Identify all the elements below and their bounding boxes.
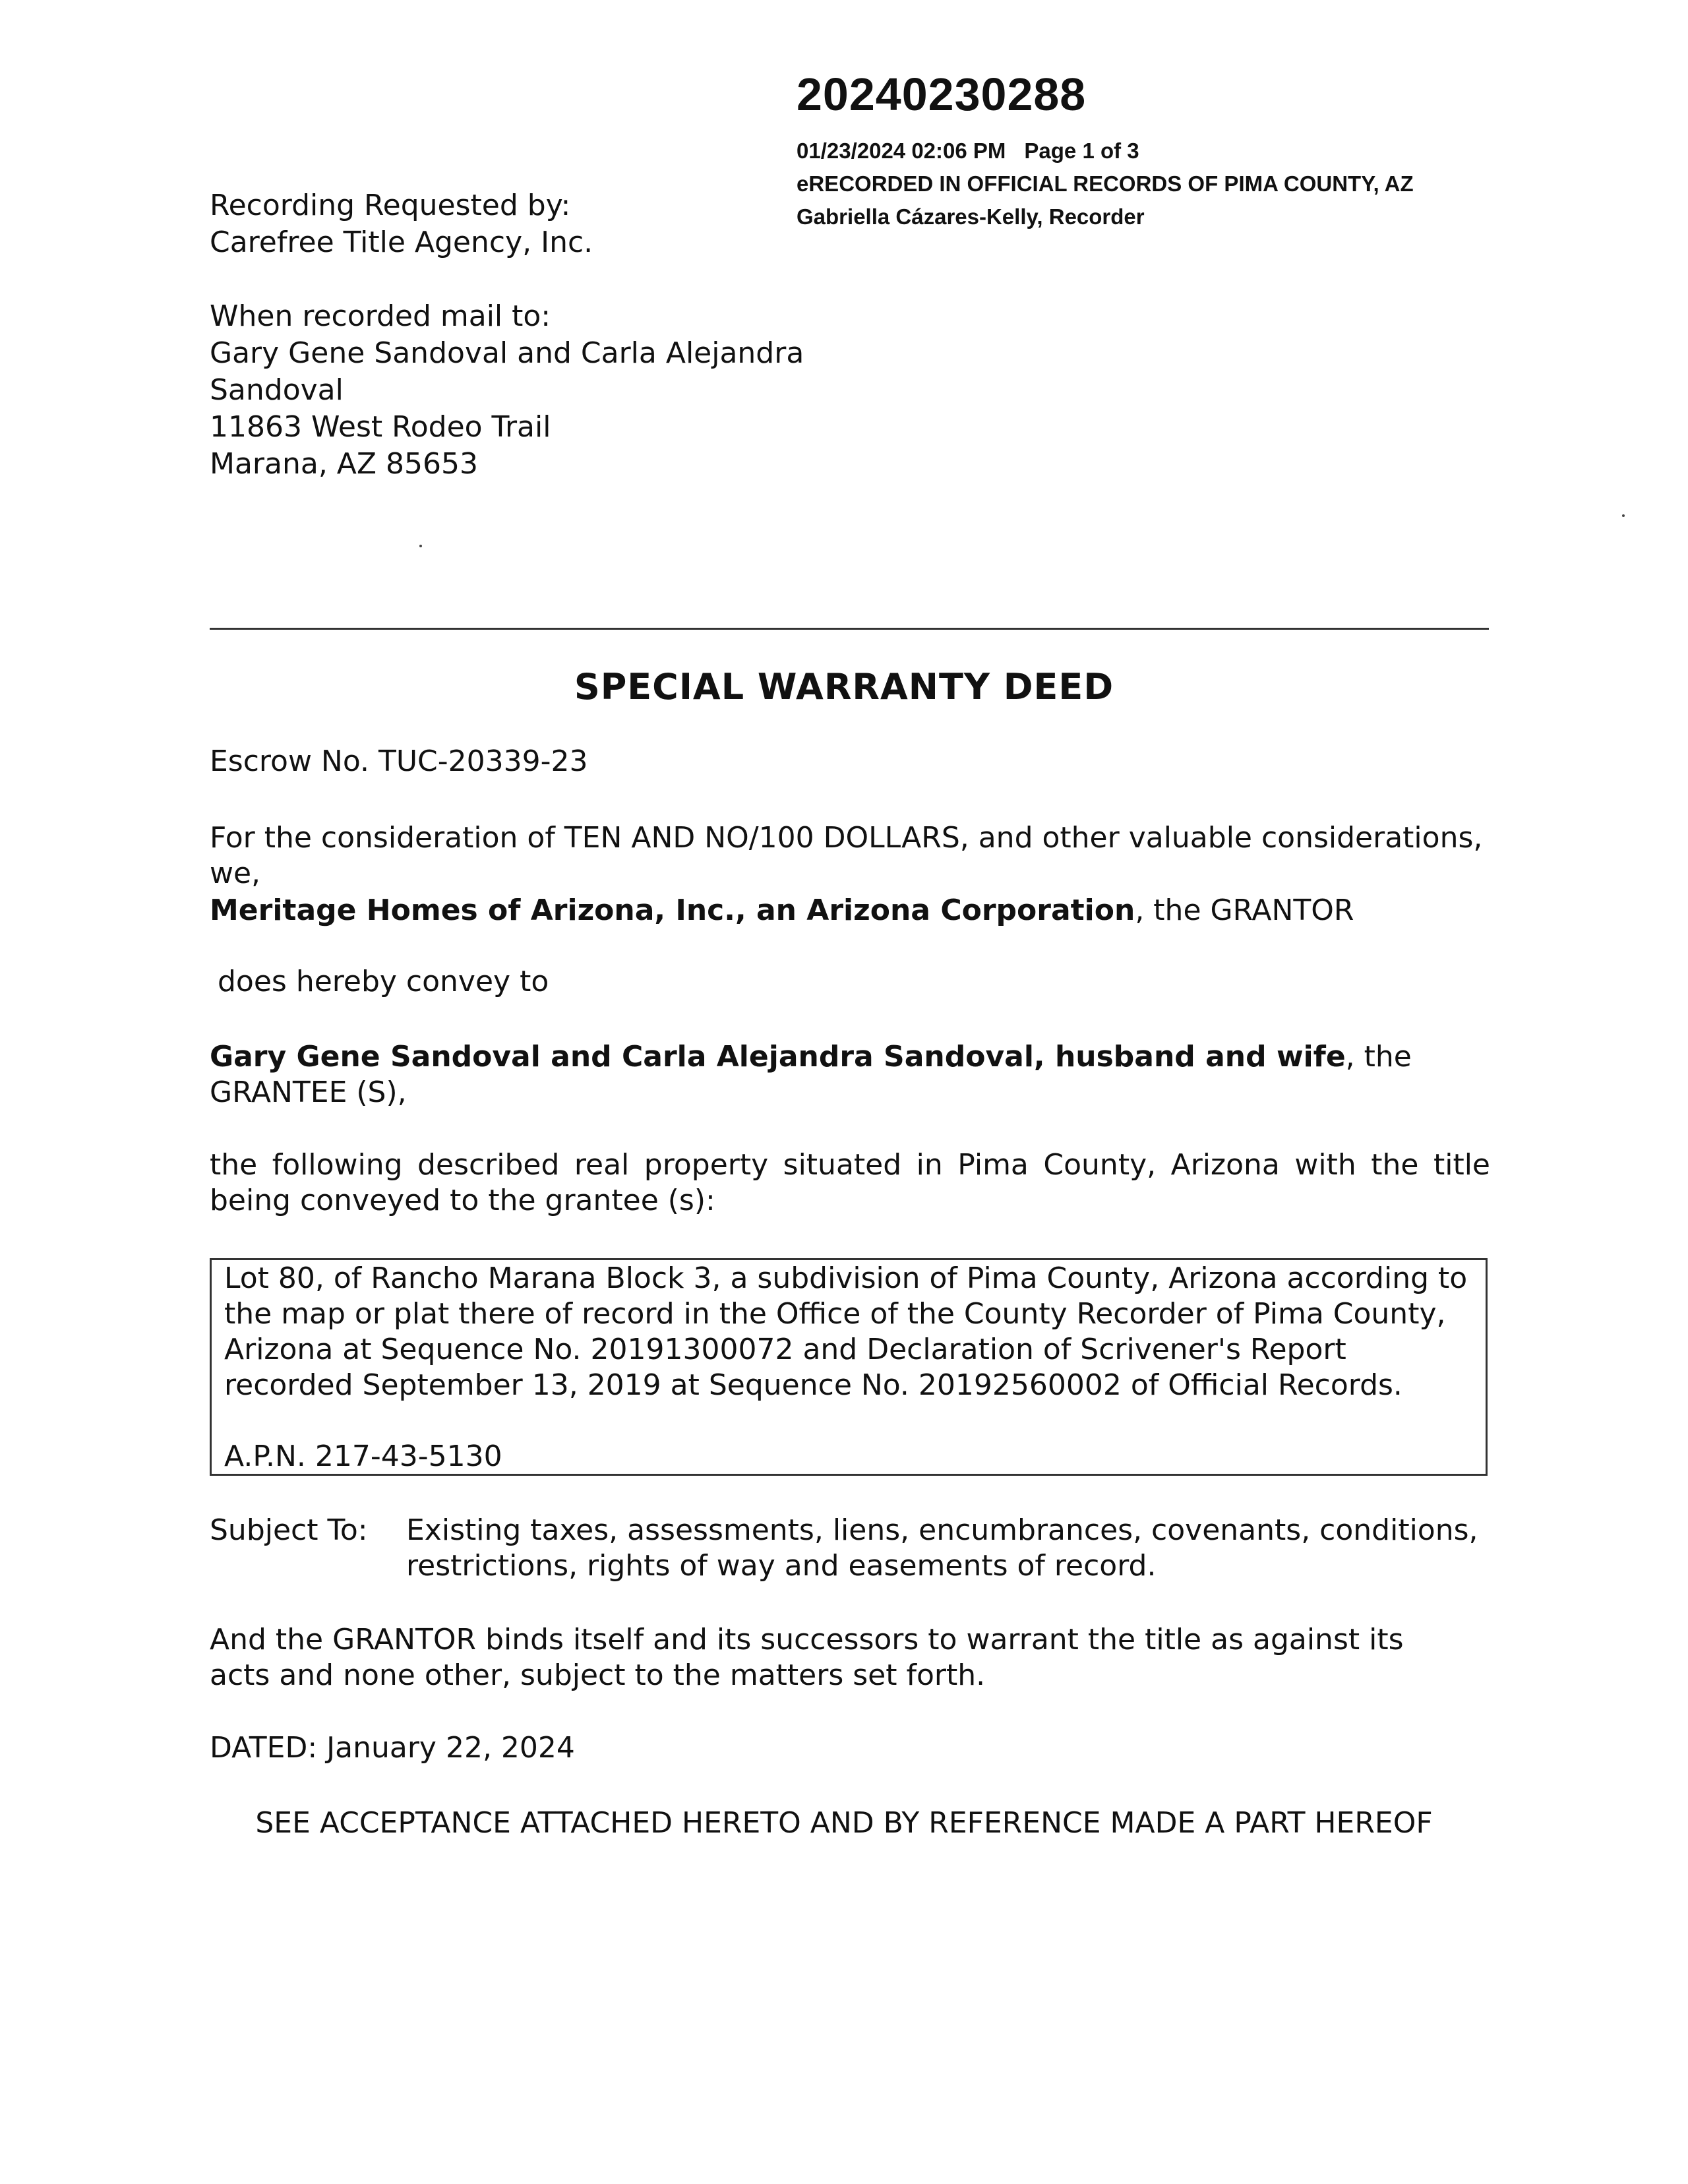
mail-to-label: When recorded mail to: — [210, 299, 551, 333]
recording-datetime: 01/23/2024 02:06 PM — [797, 138, 1006, 163]
warranty-clause: And the GRANTOR binds itself and its successors to warrant the title as against its acts and none other, subject to the matters set forth. — [210, 1623, 1404, 1692]
apn: A.P.N. 217-43-5130 — [224, 1440, 502, 1473]
legal-description: Lot 80, of Rancho Marana Block 3, a subdivision of Pima County, Arizona according to the map or plat there of record in the Office of the County Recorder of Pima County, Arizona at Sequence No. 20191300072 and Declaration of Scrivener's Report recorded September 13, 2019 at Sequence No. 20192560002 of Official Records. — [224, 1261, 1468, 1402]
grantee-name: Gary Gene Sandoval and Carla Alejandra Sandoval, husband and wife — [210, 1040, 1346, 1074]
scan-speck — [1622, 514, 1625, 517]
document-title: SPECIAL WARRANTY DEED — [574, 666, 1114, 708]
mail-to-line: Sandoval — [210, 373, 344, 407]
recording-recorder: Gabriella Cázares-Kelly, Recorder — [797, 204, 1145, 229]
recording-datetime-line — [797, 140, 1139, 162]
requested-by-name: Carefree Title Agency, Inc. — [210, 226, 593, 259]
dated-line: DATED: January 22, 2024 — [210, 1731, 575, 1765]
convey-clause: does hereby convey to — [218, 965, 549, 998]
grantee-line — [210, 1039, 1490, 1110]
escrow-number: Escrow No. TUC-20339-23 — [210, 744, 588, 778]
mail-to-line: Marana, AZ 85653 — [210, 447, 478, 481]
requested-by-block — [210, 187, 593, 261]
header-divider — [210, 628, 1489, 630]
mail-to-line: 11863 West Rodeo Trail — [210, 410, 551, 444]
recording-page: Page 1 of 3 — [1024, 138, 1139, 163]
subject-to-label: Subject To: — [210, 1513, 368, 1547]
recording-office: eRECORDED IN OFFICIAL RECORDS OF PIMA COUNTY, AZ — [797, 171, 1414, 196]
acceptance-notice: SEE ACCEPTANCE ATTACHED HERETO AND BY REFERENCE MADE A PART HEREOF — [255, 1806, 1433, 1840]
mail-to-line: Gary Gene Sandoval and Carla Alejandra — [210, 336, 804, 370]
grantee-suffix: , the GRANTEE (S), — [210, 1040, 1412, 1109]
requested-by-label: Recording Requested by: — [210, 189, 571, 222]
consideration-clause: For the consideration of TEN AND NO/100 DOLLARS, and other valuable considerations, we, — [210, 821, 1483, 890]
scan-speck — [419, 545, 422, 547]
grantor-name: Meritage Homes of Arizona, Inc., an Arizona Corporation — [210, 894, 1135, 927]
grantor-suffix: , the GRANTOR — [1135, 894, 1354, 927]
grantor-line — [210, 893, 1490, 928]
recording-number: 20240230288 — [797, 69, 1087, 120]
property-intro: the following described real property situated in Pima County, Arizona with the title being conveyed to the grantee (s): — [210, 1148, 1490, 1217]
mail-to-block — [210, 298, 804, 483]
subject-to-text: Existing taxes, assessments, liens, encumbrances, covenants, conditions, restrictions, rights of way and easements of record. — [406, 1513, 1478, 1583]
